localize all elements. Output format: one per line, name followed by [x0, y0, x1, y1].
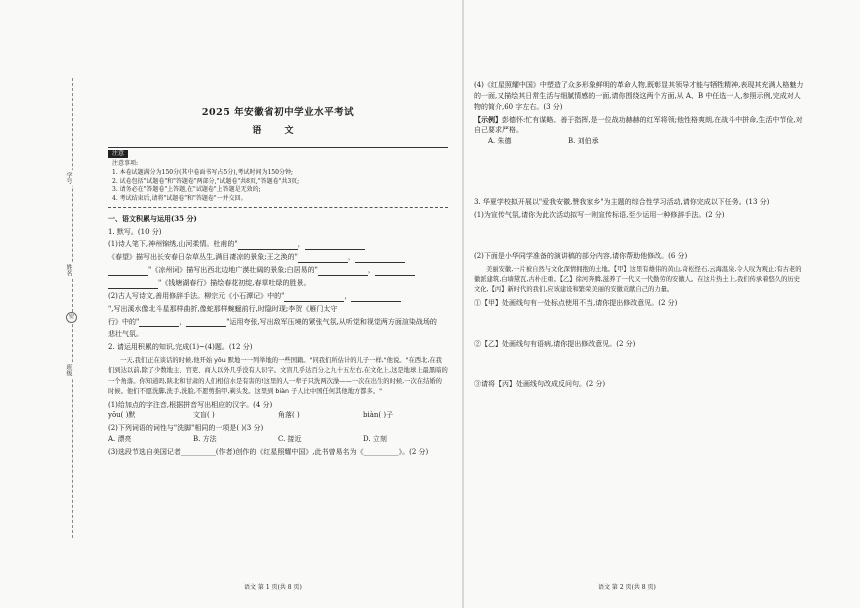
notice-item: 3. 请务必在"答题卷"上答题,在"试题卷"上答题是无效的; — [112, 186, 261, 194]
question-2-3: (3)选段节选自美国记者__________(作者)创作的《红星照耀中国》,此书曾易名为《__________》。(2 分) — [108, 447, 429, 456]
question-text: "《钱塘湖春行》描绘春花初绽,春草吐绿的胜景。 — [158, 279, 311, 287]
notice-item: 2. 试卷包括"试题卷"和"答题卷"两部分,"试题卷"共8页,"答题卷"共3页; — [112, 177, 300, 185]
example-label: 【示例】 — [474, 114, 502, 124]
question-text: (1)诗人笔下,神州锦绣,山河柔情。杜甫的" — [108, 240, 238, 249]
left-page-footer: 语文 第 1 页(共 8 页) — [244, 584, 302, 591]
question-3: 3. 华夏学校拟开展以"爱我安徽,赞我家乡"为主题的综合性学习活动,请你完成以下任务。(13 分) — [474, 198, 770, 207]
answer-blank[interactable] — [375, 267, 415, 276]
example-block — [474, 115, 804, 137]
pinyin-row — [108, 410, 448, 421]
answer-space[interactable] — [474, 147, 804, 195]
question-line: 行》中的" ， "运用夸张,写出敌军压境的紧张气氛,从听觉和视觉两方面渲染战场的 — [108, 317, 437, 326]
answer-space[interactable] — [474, 309, 804, 337]
answer-space[interactable] — [474, 349, 804, 377]
binding-line — [72, 78, 73, 538]
binding-label-id: 学号 — [65, 172, 72, 184]
question-2-1: (1)给加点的字注音,根据拼音写出相应的汉字。(4 分) — [108, 400, 273, 409]
answer-blank[interactable] — [108, 267, 148, 276]
left-page — [108, 78, 448, 458]
pinyin-item[interactable]: 文盲( ) — [193, 411, 215, 420]
right-page — [474, 78, 804, 390]
binding-label-class: 班级 — [65, 364, 72, 376]
question-line: 《春望》描写出长安春日杂草丛生,满目凄凉的景象;王之涣的" ， — [108, 252, 448, 263]
pinyin-item[interactable]: yōu( )默 — [108, 411, 136, 420]
notice-item: 4. 考试结束后,请将"试题卷"和"答题卷"一并交回。 — [112, 195, 247, 203]
answer-blank[interactable] — [186, 318, 226, 327]
question-text: 《春望》描写出长安春日杂草丛生,满目凄凉的景象;王之涣的" — [108, 253, 298, 262]
question-1: 1. 默写。(10 分) — [108, 227, 162, 236]
question-2-4: (4)《红星照耀中国》中塑造了众多形象鲜明的革命人物,既彰显其领导才能与牺牲精神,表现其充满人格魅力的一面,又描绘其日常生活与细腻情感的一面,请你围绕这两个方面,从 A、B 中任选一人,参照示例,完成对人物的简介,60 字左右。(3 分) — [474, 81, 804, 111]
question-text: "《凉州词》描写出西北边地广漠壮阔的景象;白居易的" — [148, 266, 318, 275]
choice-option[interactable]: A. 朱德 — [488, 137, 512, 146]
question-3-2: (2)下面是小华同学准备的演讲稿的部分内容,请你帮助他修改。(6 分) — [474, 251, 688, 260]
choice-option[interactable]: C. 接近 — [278, 435, 302, 444]
question-2-2: (2)下列词语的词性与"洗脚"相同的一项是( )(3 分) — [108, 424, 264, 433]
choice-row — [108, 434, 448, 445]
choice-option[interactable]: A. 漂亮 — [108, 435, 132, 444]
reading-passage: 一天,我们正在谈话的时候,他开始 yōu 默地一一列举地的一些国籍。"同我们所估计的儿子一样,"他说。"在西北,在我们到达以前,除了少数地主、官吏、商人以外几乎没有人识字。文盲几乎达百分之九十五左右,在文化上,这是地球上最黑暗的一个角落。你知道吗,陕北和甘肃的人们相信水是有害的!这里的人一辈子只洗两次澡——一次在出生的时候,一次在结婚的时候。他们不愿洗脚,洗手,洗脸,不愿剪指甲,剃头发。这里到 biàn 子人比中国任何其他地方都多。" — [108, 357, 448, 396]
page-fold — [462, 0, 464, 608]
exam-title: 2025 年安徽省初中学业水平考试 — [201, 107, 355, 118]
question-line — [108, 278, 448, 289]
speech-passage: 美丽安徽,一片被自然与文化深情拥抱的土地。【甲】这里有雄伟的黄山,奇松怪石,云海温泉,令人叹为观止;有古老的徽派建筑,白墙黛瓦,古朴庄重。【乙】徐河奔腾,滋养了一代又一代勤劳的安徽人。在这片热土上,我们传承着悠久的历史文化,【丙】新时代的我们,应该建设和繁荣美丽的安徽贡献自己的力量。 — [474, 265, 802, 294]
question-line: (1)诗人笔下,神州锦绣,山河柔情。杜甫的" ， — [108, 239, 448, 250]
answer-space[interactable] — [474, 221, 804, 249]
notice-tag: 注意 — [108, 150, 128, 159]
choice-option[interactable]: B. 刘伯承 — [568, 137, 599, 146]
question-2: 2. 请运用积累的知识,完成(1)~(4)题。(12 分) — [108, 343, 253, 352]
right-page-footer: 语文 第 2 页(共 8 页) — [598, 584, 656, 591]
answer-blank[interactable] — [298, 254, 348, 263]
notice-heading: 注意事项: — [112, 160, 139, 168]
question-3-2-2: ②【乙】处画线句有语病,请你提出修改意见。(2 分) — [474, 339, 636, 348]
choice-option[interactable]: D. 立刻 — [363, 435, 387, 444]
question-line: "《凉州词》描写出西北边地广漠壮阔的景象;白居易的" ， — [108, 265, 448, 276]
pinyin-item[interactable]: 角落( ) — [278, 411, 300, 420]
answer-blank[interactable] — [108, 280, 158, 289]
example-text: 彭德怀:忙有谋略、善于指挥,是一位战功赫赫的红军将领;他性格爽朗,在战斗中拼命,生活中节俭,对自己要求严格。 — [474, 115, 803, 135]
choice-option[interactable]: B. 方法 — [193, 435, 217, 444]
question-text: 行》中的" — [108, 317, 140, 326]
question-line: (2)古人写诗文,善用修辞手法。柳宗元《小石潭记》中的" ， — [108, 291, 448, 302]
answer-blank[interactable] — [355, 254, 405, 263]
question-text: ",写出溪水像北斗星那样曲折,像蛇那样蜿蜒前行,时隐时现;李贺《雁门太守 — [108, 304, 338, 313]
question-3-2-3: ③请将【丙】处画线句改成反问句。(2 分) — [474, 380, 606, 389]
question-3-1: (1)为宣传气氛,请你为此次活动拟写一则宣传标语,至少运用一种修辞手法。(2 分) — [474, 210, 725, 219]
question-text: "运用夸张,写出敌军压境的紧张气氛,从听觉和视觉两方面渲染战场的 — [226, 317, 437, 326]
answer-blank[interactable] — [318, 267, 368, 276]
answer-blank[interactable] — [284, 293, 344, 302]
section-heading: 一、语文积累与运用(35 分) — [108, 213, 197, 223]
answer-blank[interactable] — [139, 318, 179, 327]
answer-blank[interactable] — [305, 241, 365, 250]
exam-subject: 语 文 — [252, 125, 304, 136]
question-line: 悲壮气氛。 — [108, 330, 143, 339]
question-line — [108, 304, 448, 315]
notice-box — [108, 147, 448, 208]
notice-item: 1. 本卷试题满分为150分(其中卷面书写占5分),考试时间为150分钟; — [112, 169, 293, 177]
binding-label-name: 姓名 — [65, 264, 72, 276]
binding-seal-circle: 密 — [66, 312, 77, 323]
question-text: (2)古人写诗文,善用修辞手法。柳宗元《小石潭记》中的" — [108, 291, 285, 300]
person-choice-row — [488, 136, 804, 147]
answer-blank[interactable] — [238, 241, 298, 250]
question-3-2-1: ①【甲】处画线句有一处标点使用不当,请你提出修改意见。(2 分) — [474, 298, 678, 307]
answer-blank[interactable] — [351, 293, 401, 302]
pinyin-item[interactable]: biàn( )子 — [363, 411, 394, 420]
